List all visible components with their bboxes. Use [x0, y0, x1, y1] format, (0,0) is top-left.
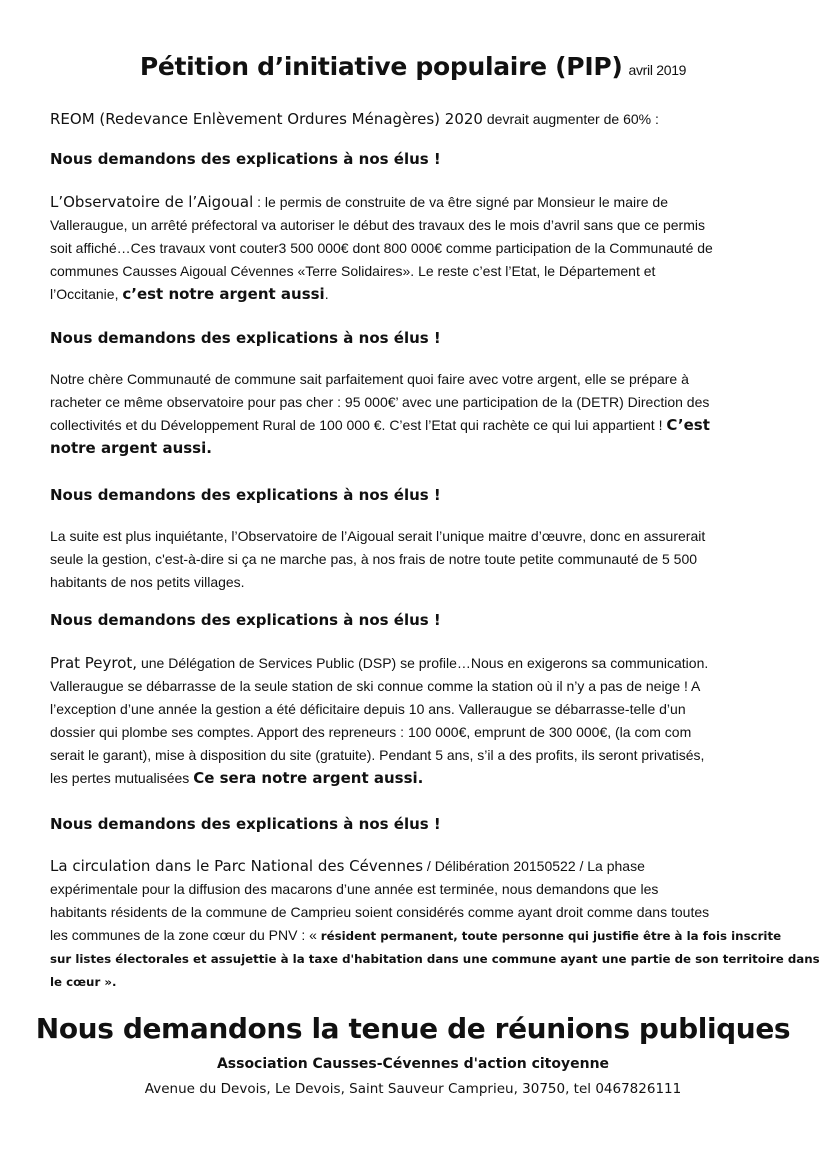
observatoire-lead: L’Observatoire de l’Aigoual — [50, 193, 254, 211]
prat-line-6: les pertes mutualisées — [50, 770, 194, 786]
demand-heading-3: Nous demandons des explications à nos élus ! — [50, 486, 441, 504]
observatoire-paragraph — [50, 191, 778, 306]
circulation-line-4: les communes de la zone cœur du PNV : « — [50, 927, 321, 943]
communaute-paragraph — [50, 368, 778, 460]
communaute-emphasis-1: C’est — [666, 416, 710, 434]
demand-heading-4: Nous demandons des explications à nos élus ! — [50, 611, 441, 629]
observatoire-end: . — [324, 286, 329, 302]
prat-line-3: l’exception d’une année la gestion a été déficitaire depuis 10 ans. Valleraugue se débarrasse-telle d’un — [50, 701, 686, 717]
demand-heading-1: Nous demandons des explications à nos élus ! — [50, 150, 441, 168]
circulation-quote-3: le cœur ». — [50, 975, 117, 989]
demand-heading-2: Nous demandons des explications à nos élus ! — [50, 329, 441, 347]
observatoire-line-5: l’Occitanie, — [50, 286, 123, 302]
circulation-quote-2: sur listes électorales et assujettie à la taxe d'habitation dans une commune ayant une partie de son territoire dans — [50, 952, 820, 966]
page-title — [0, 52, 826, 81]
demand-heading-5: Nous demandons des explications à nos élus ! — [50, 815, 441, 833]
association-name: Association Causses-Cévennes d'action citoyenne — [216, 1056, 610, 1072]
observatoire-line-2: Valleraugue, un arrêté préfectoral va autoriser le début des travaux des le mois d’avril sans que ce permis — [50, 217, 705, 233]
circulation-lead: La circulation dans le Parc National des Cévennes — [50, 857, 424, 875]
circulation-line-1: / Délibération 20150522 / La phase — [423, 858, 645, 874]
suite-paragraph — [50, 525, 778, 594]
prat-paragraph — [50, 652, 778, 790]
observatoire-line-3: soit affiché…Ces travaux vont couter3 500 000€ dont 800 000€ comme participation de la Communauté de — [50, 240, 713, 256]
circulation-line-3: habitants résidents de la commune de Camprieu soient considérés comme ayant droit comme dans toutes — [50, 904, 710, 920]
prat-line-2: Valleraugue se débarrasse de la seule station de ski connue comme la station où il n’y a pas de neige ! A — [50, 678, 701, 694]
title-text: Pétition d’initiative populaire (PIP) — [139, 52, 623, 81]
prat-line-1: une Délégation de Services Public (DSP) se profile…Nous en exigerons sa communication. — [137, 655, 709, 671]
prat-emphasis: Ce sera notre argent aussi. — [193, 769, 424, 787]
reom-lead: REOM (Redevance Enlèvement Ordures Ménagères) 2020 — [50, 110, 483, 128]
prat-lead: Prat Peyrot, — [50, 654, 138, 672]
communaute-line-1: Notre chère Communauté de commune sait parfaitement quoi faire avec votre argent, elle se prépare à — [50, 371, 689, 387]
association-address: Avenue du Devois, Le Devois, Saint Sauveur Camprieu, 30750, tel 0467826111 — [144, 1081, 682, 1097]
observatoire-line-4: communes Causses Aigoual Cévennes «Terre Solidaires». Le reste c’est l’Etat, le Département et — [50, 263, 656, 279]
communaute-line-2: racheter ce même observatoire pour pas cher : 95 000€’ avec une participation de la (DETR) Direction des — [50, 394, 710, 410]
communaute-emphasis-2: notre argent aussi. — [50, 439, 212, 457]
observatoire-line-1: : le permis de construite de va être signé par Monsieur le maire de — [253, 194, 669, 210]
suite-line-2: seule la gestion, c'est-à-dire si ça ne marche pas, à nos frais de notre toute petite communauté de 5 500 — [50, 551, 698, 567]
prat-line-5: serait le garant), mise à disposition du site (gratuite). Pendant 5 ans, s’il a des profits, ils seront privatisés, — [50, 747, 705, 763]
suite-line-1: La suite est plus inquiétante, l’Observatoire de l’Aigoual serait l’unique maitre d’œuvre, donc en assurerait — [50, 528, 706, 544]
reom-paragraph — [50, 108, 778, 131]
observatoire-emphasis: c’est notre argent aussi — [122, 285, 325, 303]
circulation-line-2: expérimentale pour la diffusion des macarons d’une année est terminée, nous demandons que les — [50, 881, 659, 897]
circulation-paragraph — [50, 855, 820, 994]
suite-line-3: habitants de nos petits villages. — [50, 574, 245, 590]
communaute-line-3: collectivités et du Développement Rural de 100 000 €. C’est l’Etat qui rachète ce qui lui appartient ! — [50, 417, 667, 433]
footer-title: Nous demandons la tenue de réunions publiques — [35, 1012, 791, 1045]
reom-rest: devrait augmenter de 60% : — [482, 111, 659, 127]
title-date: avril 2019 — [628, 62, 687, 78]
prat-line-4: dossier qui plombe ses comptes. Apport des repreneurs : 100 000€, emprunt de 300 000€, (la com com — [50, 724, 692, 740]
circulation-quote-1: résident permanent, toute personne qui justifie être à la fois inscrite — [320, 929, 782, 943]
